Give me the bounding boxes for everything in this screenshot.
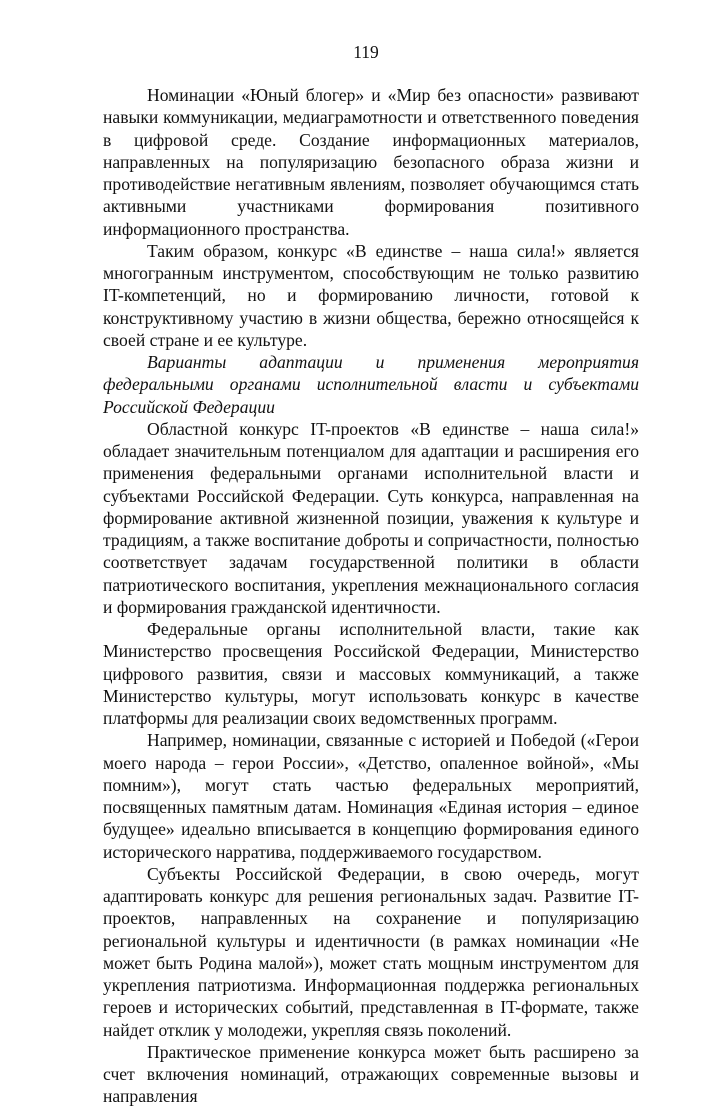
document-body [103,84,639,1108]
paragraph-conclusion: Таким образом, конкурс «В единстве – наша сила!» является многогранным инструментом, способствующим не только развитию IT-компетенций, но и формированию личности, готовой к конструктивному участию в жизни общества, бережно относящейся к своей стране и ее культуре. [103,240,639,350]
paragraph-federal-subjects: Субъекты Российской Федерации, в свою очередь, могут адаптировать конкурс для решения региональных задач. Развитие IT-проектов, направленных на сохранение и популяризацию региональной культуры и идентичности (в рамках номинации «Не может быть Родина малой»), может стать мощным инструментом для укрепления патриотизма. Информационная поддержка региональных героев и исторических событий, представленная в IT-формате, также найдет отклик у молодежи, укрепляя связь поколений. [103,863,639,1040]
paragraph-practical-application: Практическое применение конкурса может быть расширено за счет включения номинаций, отражающих современные вызовы и направления [103,1041,639,1107]
paragraph-history-nominations: Например, номинации, связанные с историей и Победой («Герои моего народа – герои России», «Детство, опаленное войной», «Мы помним»), могут стать частью федеральных мероприятий, посвященных памятным датам. Номинация «Единая история – единое будущее» идеально вписывается в концепцию формирования единого исторического нарратива, поддерживаемого государством. [103,730,639,862]
paragraph-federal-bodies: Федеральные органы исполнительной власти, такие как Министерство просвещения Российской Федерации, Министерство цифрового развития, связи и массовых коммуникаций, а также Министерство культуры, могут использовать конкурс в качестве платформы для реализации своих ведомственных программ. [103,619,639,728]
page-number: 119 [353,42,379,62]
section-heading-adaptation: Варианты адаптации и применения мероприятия федеральными органами исполнительной власти и субъектами Российской Федерации [103,352,639,417]
paragraph-regional-contest: Областной конкурс IT-проектов «В единстве – наша сила!» обладает значительным потенциалом для адаптации и расширения его применения федеральными органами исполнительной власти и субъектами Российской Федерации. Суть конкурса, направленная на формирование активной жизненной позиции, уважения к культуре и традициям, а также воспитание доброты и сопричастности, полностью соответствует задачам государственной политики в области патриотического воспитания, укрепления межнационального согласия и формирования гражданской идентичности. [103,418,639,617]
paragraph-youth-nominations: Номинации «Юный блогер» и «Мир без опасности» развивают навыки коммуникации, медиаграмотности и ответственного поведения в цифровой среде. Создание информационных материалов, направленных на популяризацию безопасного образа жизни и противодействие негативным явлениям, позволяет обучающимся стать активными участниками формирования позитивного информационного пространства. [103,85,639,239]
